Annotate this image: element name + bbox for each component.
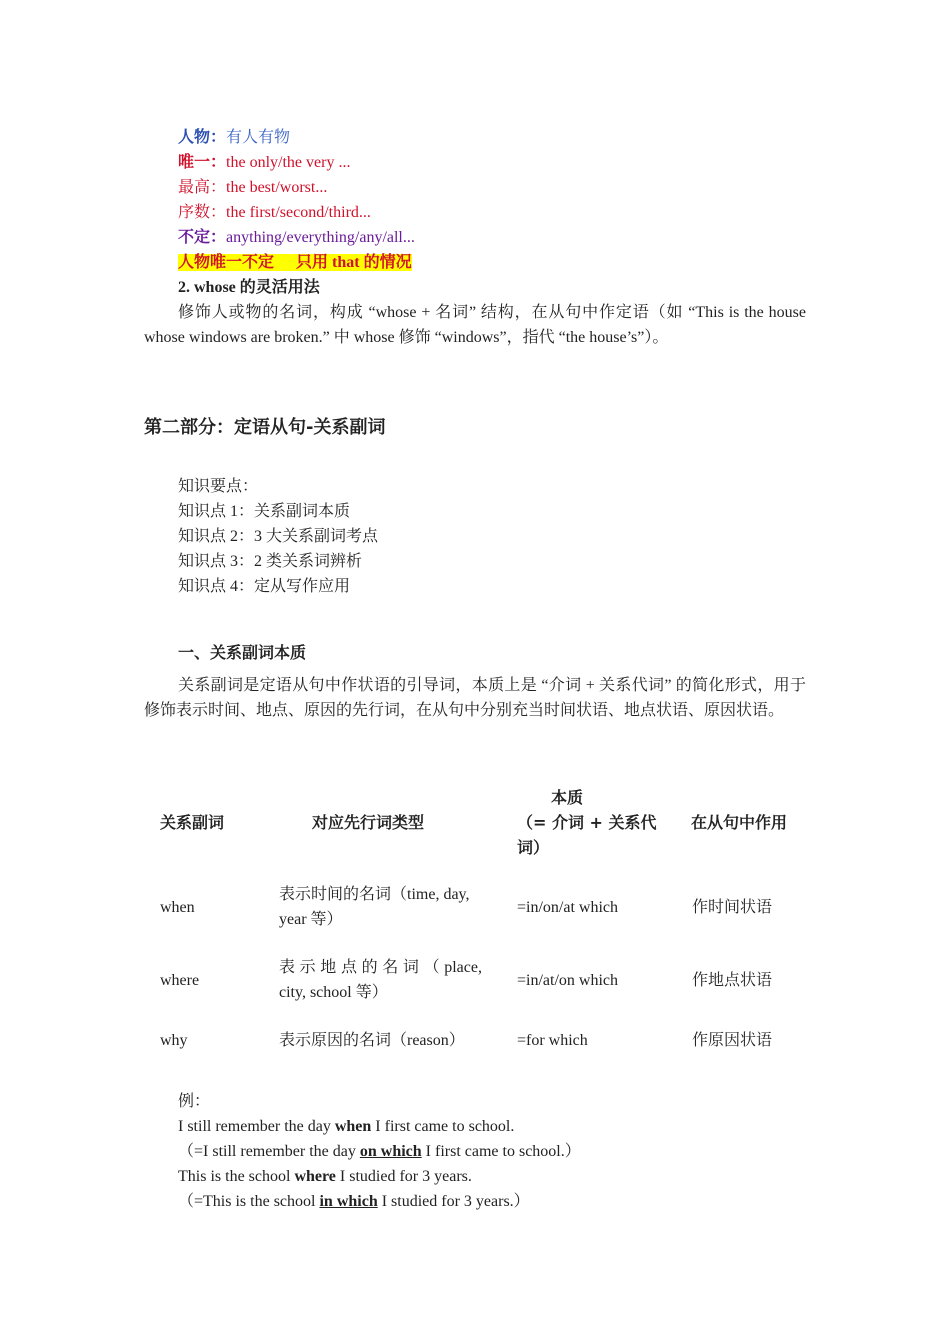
section1-title: 一、关系副词本质	[178, 643, 307, 662]
table-cell-function-where: 作地点状语	[692, 972, 773, 989]
part2-title: 第二部分：定语从句-关系副词	[144, 417, 386, 438]
table-cell-adverb-why: why	[160, 1032, 188, 1049]
table-cell-essence-where: =in/at/on which	[517, 972, 619, 989]
table-cell-function-when: 作时间状语	[692, 899, 773, 916]
point-2: 知识点 2：3 大关系副词考点	[178, 528, 379, 545]
table-cell-essence-why: =for which	[517, 1032, 588, 1049]
table-header-adverb: 关系副词	[160, 813, 225, 832]
table-cell-antecedent-where-line2: city, school 等）	[279, 984, 388, 1001]
table-cell-antecedent-where: 表示地点的名词（place,	[279, 959, 482, 976]
points-title: 知识要点：	[178, 478, 259, 495]
whose-paragraph: 修饰人或物的名词，构成 “whose + 名词” 结构，在从句中作定语（如 “This is the house whose windows are broken.” 中 whose 修饰 “windows”，指代 “the house’s”）。	[144, 304, 806, 346]
table-cell-antecedent-when: 表示时间的名词（time, day,	[279, 886, 470, 903]
example-1: I still remember the day when I first came to school.	[178, 1118, 515, 1135]
list-item-person: 人物：有人有物	[178, 129, 291, 146]
point-3: 知识点 3：2 类关系词辨析	[178, 553, 363, 570]
list-item-superlative: 最高：the best/worst...	[178, 179, 328, 196]
list-item-indefinite: 不定：anything/everything/any/all...	[178, 229, 415, 246]
table-cell-essence-when: =in/on/at which	[517, 899, 619, 916]
example-1-equivalent: （=I still remember the day on which I first came to school.）	[178, 1143, 581, 1160]
point-4: 知识点 4：定从写作应用	[178, 578, 351, 595]
highlight-summary: 人物唯一不定 只用 that 的情况	[178, 254, 412, 271]
table-cell-adverb-when: when	[160, 899, 195, 916]
list-item-ordinal: 序数：the first/second/third...	[178, 204, 371, 221]
table-cell-antecedent-when-line2: year 等）	[279, 911, 343, 928]
example-2: This is the school where I studied for 3 years.	[178, 1168, 472, 1185]
table-header-essence-line2: （= 介词 + 关系代	[517, 813, 657, 832]
table-header-essence-line3: 词）	[517, 838, 550, 857]
table-cell-function-why: 作原因状语	[692, 1032, 773, 1049]
table-header-function: 在从句中作用	[691, 813, 788, 832]
example-2-equivalent: （=This is the school in which I studied for 3 years.）	[178, 1193, 530, 1210]
whose-heading: 2. whose 的灵活用法	[178, 279, 320, 296]
table-cell-adverb-where: where	[160, 972, 200, 989]
section1-paragraph: 关系副词是定语从句中作状语的引导词，本质上是 “介词 + 关系代词” 的简化形式，用于修饰表示时间、地点、原因的先行词，在从句中分别充当时间状语、地点状语、原因状语。	[144, 677, 806, 719]
table-cell-antecedent-why: 表示原因的名词（reason）	[279, 1032, 465, 1049]
list-item-unique: 唯一：the only/the very ...	[178, 154, 351, 171]
table-header-essence: 本质	[551, 788, 584, 807]
examples-label: 例：	[178, 1093, 211, 1110]
point-1: 知识点 1：关系副词本质	[178, 503, 351, 520]
table-header-antecedent: 对应先行词类型	[312, 813, 425, 832]
